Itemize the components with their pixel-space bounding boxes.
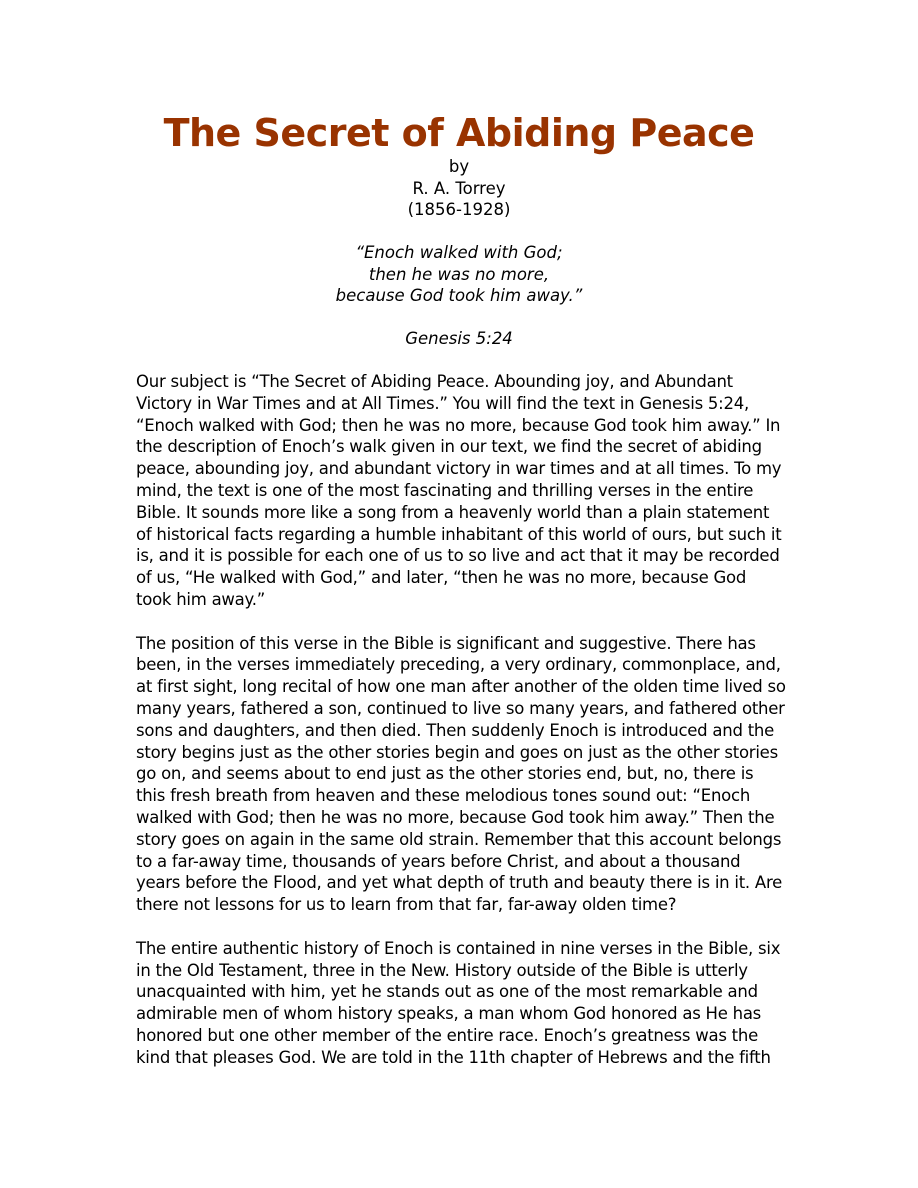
epigraph-line: because God took him away.” <box>335 286 583 305</box>
epigraph-reference: Genesis 5:24 <box>405 329 513 348</box>
paragraph: Our subject is “The Secret of Abiding Peace. Abounding joy, and Abundant Victory in War Times and at All Times.” You will find the text in Genesis 5:24, “Enoch walked with God; then he was no more, because God took him away.” In the description of Enoch’s walk given in our text, we find the secret of abiding peace, abounding joy, and abundant victory in war times and at all times. To my mind, the text is one of the most fascinating and thrilling verses in the entire Bible. It sounds more like a song from a heavenly world than a plain statement of historical facts regarding a humble inhabitant of this world of ours, but such it is, and it is possible for each one of us to so live and act that it may be recorded of us, “He walked with God,” and later, “then he was no more, because God took him away.” <box>136 372 782 609</box>
body-text <box>136 371 786 1090</box>
author-name: R. A. Torrey <box>412 178 506 198</box>
by-label: by <box>448 157 470 176</box>
byline <box>0 156 918 221</box>
paragraph: The entire authentic history of Enoch is contained in nine verses in the Bible, six in the Old Testament, three in the New. History outside of the Bible is utterly unacquainted with him, yet he stands out as one of the most remarkable and admirable men of whom history speaks, a man whom God honored as He has honored but one other member of the entire race. Enoch’s greatness was the kind that pleases God. We are told in the 11th chapter of Hebrews and the fifth <box>136 938 781 1067</box>
epigraph-line: “Enoch walked with God; <box>355 243 563 262</box>
epigraph-line: then he was no more, <box>368 264 550 284</box>
paragraph: The position of this verse in the Bible is significant and suggestive. There has been, in the verses immediately preceding, a very ordinary, commonplace, and, at first sight, long recital of how one man after another of the olden time lived so many years, fathered a son, continued to live so many years, and fathered other sons and daughters, and then died. Then suddenly Enoch is introduced and the story begins just as the other stories begin and goes on just as the other stories go on, and seems about to end just as the other stories end, but, no, there is this fresh breath from heaven and these melodious tones sound out: “Enoch walked with God; then he was no more, because God took him away.” Then the story goes on again in the same old strain. Remember that this account belongs to a far-away time, thousands of years before Christ, and about a thousand years before the Flood, and yet what depth of truth and beauty there is in it. Are there not lessons for us to learn from that far, far-away olden time? <box>136 633 786 915</box>
document-title: The Secret of Abiding Peace <box>163 111 755 155</box>
author-dates: (1856-1928) <box>407 200 511 219</box>
epigraph <box>0 242 918 350</box>
